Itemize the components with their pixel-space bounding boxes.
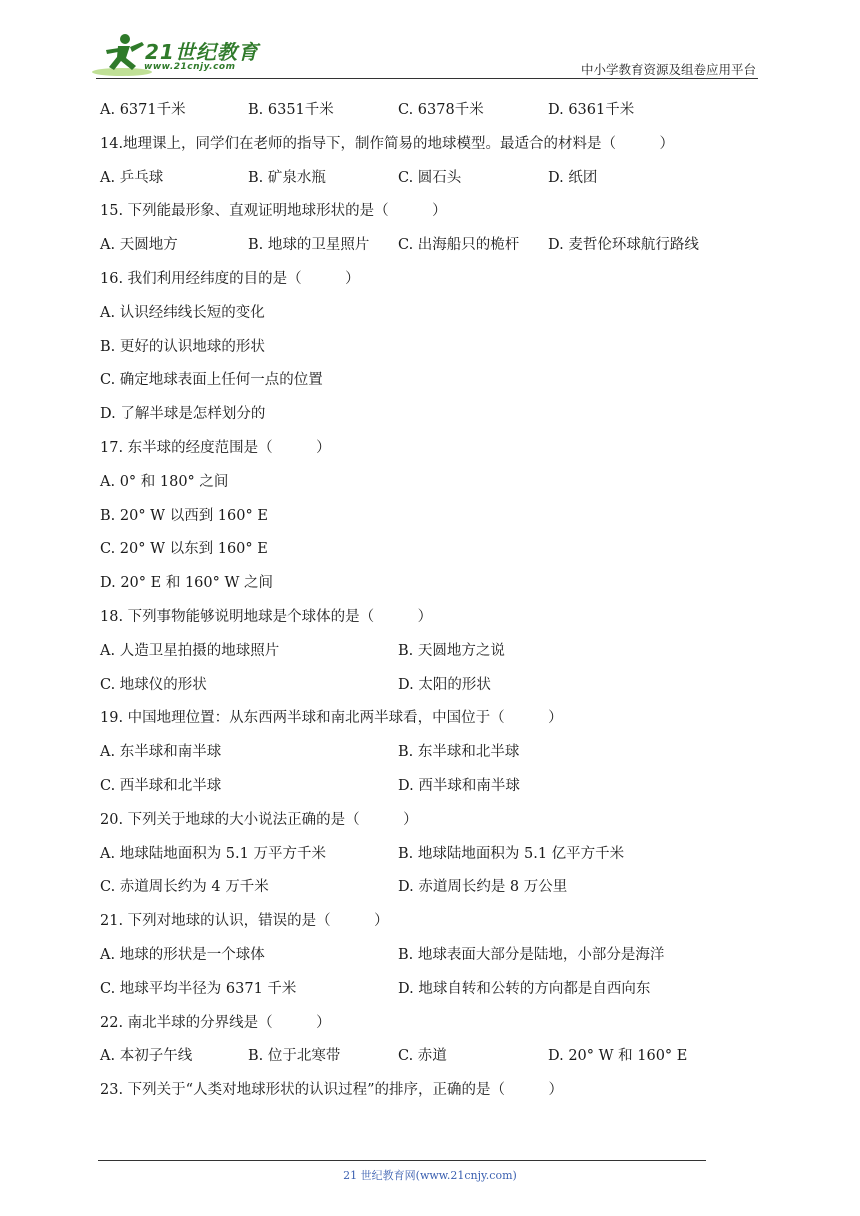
answer-option: B. 地球陆地面积为 5.1 亿平方千米 <box>398 845 625 862</box>
question-line: 20. 下列关于地球的大小说法正确的是（ ） <box>100 811 418 828</box>
question-line: 22. 南北半球的分界线是（ ） <box>100 1014 331 1031</box>
question-line: B. 20° W 以西到 160° E <box>100 507 268 524</box>
answer-option: D. 赤道周长约是 8 万公里 <box>398 879 568 896</box>
answer-option: B. 天圆地方之说 <box>398 642 505 659</box>
question-line: C. 确定地球表面上任何一点的位置 <box>100 372 323 389</box>
platform-title: 中小学教育资源及组卷应用平台 <box>580 62 756 77</box>
answer-option: D. 麦哲伦环球航行路线 <box>548 237 699 254</box>
answer-option: B. 地球的卫星照片 <box>248 237 370 254</box>
answer-option: D. 6361千米 <box>548 102 635 118</box>
answer-option: A. 乒乓球 <box>100 169 164 186</box>
page-header <box>0 0 860 80</box>
answer-option: A. 地球的形状是一个球体 <box>100 947 265 963</box>
question-line: C. 20° W 以东到 160° E <box>100 541 268 558</box>
answer-option: C. 赤道 <box>398 1048 447 1065</box>
answer-option: B. 地球表面大部分是陆地，小部分是海洋 <box>398 947 665 963</box>
answer-option: D. 西半球和南半球 <box>398 778 520 794</box>
answer-option: B. 矿泉水瓶 <box>248 169 326 186</box>
question-line: A. 认识经纬线长短的变化 <box>100 304 265 321</box>
answer-option: B. 东半球和北半球 <box>398 744 520 761</box>
answer-option: B. 6351千米 <box>248 102 334 118</box>
answer-option: A. 本初子午线 <box>100 1048 193 1065</box>
answer-option: C. 地球平均半径为 6371 千米 <box>100 980 297 997</box>
answer-option: A. 东半球和南半球 <box>100 744 222 761</box>
footer-text: 21 世纪教育网(www.21cnjy.com) <box>343 1169 517 1182</box>
question-line: 17. 东半球的经度范围是（ ） <box>100 440 331 456</box>
question-line: A. 0° 和 180° 之间 <box>100 473 229 490</box>
header-divider <box>96 78 758 79</box>
answer-option: D. 太阳的形状 <box>398 676 491 693</box>
question-line: B. 更好的认识地球的形状 <box>100 338 265 355</box>
answer-option: C. 6378千米 <box>398 102 484 118</box>
answer-option: A. 人造卫星拍摄的地球照片 <box>100 642 280 659</box>
answer-option: D. 20° W 和 160° E <box>548 1048 688 1065</box>
answer-option: A. 6371千米 <box>100 102 186 118</box>
logo-wordmark: 21世纪教育 <box>145 40 259 64</box>
answer-option: C. 出海船只的桅杆 <box>398 237 520 254</box>
answer-option: D. 地球自转和公转的方向都是自西向东 <box>398 980 651 997</box>
answer-option: A. 天圆地方 <box>100 237 178 254</box>
question-line: 23. 下列关于“人类对地球形状的认识过程”的排序，正确的是（ ） <box>100 1082 563 1099</box>
question-line: 21. 下列对地球的认识，错误的是（ ） <box>100 913 389 930</box>
question-line: 15. 下列能最形象、直观证明地球形状的是（ ） <box>100 203 447 220</box>
logo-url: www.21cnjy.com <box>144 62 236 72</box>
answer-option: B. 位于北寒带 <box>248 1048 341 1065</box>
question-line: 16. 我们利用经纬度的目的是（ ） <box>100 271 360 287</box>
question-line: 19. 中国地理位置：从东西两半球和南北两半球看，中国位于（ ） <box>100 710 563 727</box>
answer-option: A. 地球陆地面积为 5.1 万平方千米 <box>100 845 326 862</box>
answer-option: C. 赤道周长约为 4 万千米 <box>100 879 269 896</box>
answer-option: C. 西半球和北半球 <box>100 778 222 794</box>
answer-option: C. 地球仪的形状 <box>100 676 207 693</box>
answer-option: C. 圆石头 <box>398 169 462 186</box>
question-line: 14.地理课上，同学们在老师的指导下，制作简易的地球模型。最适合的材料是（ ） <box>100 135 675 152</box>
question-line: D. 20° E 和 160° W 之间 <box>100 575 273 592</box>
answer-option: D. 纸团 <box>548 169 598 186</box>
footer-divider <box>98 1160 706 1161</box>
question-line: D. 了解半球是怎样划分的 <box>100 406 266 423</box>
question-line: 18. 下列事物能够说明地球是个球体的是（ ） <box>100 609 433 625</box>
